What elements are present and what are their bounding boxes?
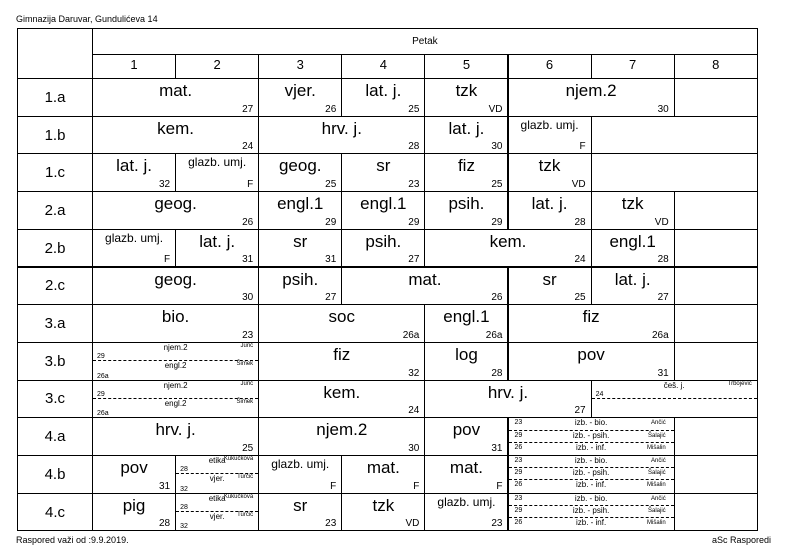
lesson-room: 24 <box>242 141 254 153</box>
lesson-cell[interactable] <box>92 191 259 230</box>
lesson-cell[interactable] <box>341 191 425 230</box>
group-room: 23 <box>514 457 523 464</box>
period-header: 4 <box>341 54 425 79</box>
group-subject: izb. - psih. <box>572 430 610 440</box>
group-teacher: Ančić <box>651 458 666 464</box>
group-third <box>509 456 674 468</box>
group-teacher: Šimek <box>236 361 254 368</box>
class-label: 3.b <box>17 342 93 381</box>
lesson-room: 25 <box>408 103 420 115</box>
lesson-room: 29 <box>325 216 337 228</box>
lesson-room: 25 <box>242 442 254 454</box>
group-subject: izb. - inf. <box>575 518 607 528</box>
class-label: 2.c <box>17 267 93 306</box>
lesson-room: 28 <box>158 518 171 530</box>
lesson-subject: njem.2 <box>316 420 368 440</box>
lesson-cell[interactable] <box>508 191 592 230</box>
lesson-room: 26a <box>485 329 503 341</box>
lesson-cell[interactable] <box>508 78 675 117</box>
group-room: 24 <box>595 390 604 398</box>
group-teacher: Jurić <box>240 342 254 349</box>
lesson-cell[interactable] <box>341 267 508 306</box>
group-room: 23 <box>514 419 523 427</box>
lesson-cell[interactable] <box>424 342 508 381</box>
group-half <box>176 456 258 474</box>
lesson-room: 28 <box>657 254 669 266</box>
lesson-subject: geog. <box>154 269 197 289</box>
group-subject: njem.2 <box>163 342 188 352</box>
lesson-cell[interactable] <box>424 153 508 192</box>
group-half <box>176 512 258 530</box>
lesson-room: 30 <box>242 292 254 304</box>
lesson-cell[interactable] <box>424 191 508 230</box>
lesson-subject: psih. <box>448 194 485 214</box>
group-teacher: Jurić <box>240 380 254 387</box>
lesson-cell[interactable] <box>508 153 592 192</box>
group-room: 32 <box>180 485 188 493</box>
group-room: 28 <box>180 466 188 474</box>
group-third <box>509 506 674 518</box>
lesson-cell[interactable] <box>92 153 176 192</box>
lesson-cell[interactable] <box>258 304 425 343</box>
group-subject: izb. - bio. <box>574 493 608 503</box>
group-room: 29 <box>514 469 523 477</box>
lesson-room: 25 <box>491 179 503 191</box>
lesson-cell[interactable] <box>258 78 342 117</box>
lesson-cell[interactable] <box>92 229 176 268</box>
group-subject: njem.2 <box>163 380 188 390</box>
lesson-cell[interactable] <box>258 417 425 456</box>
lesson-room: 29 <box>408 216 420 228</box>
group-subject: etika <box>208 456 226 465</box>
lesson-cell[interactable] <box>591 267 675 306</box>
lesson-subject: hrv. j. <box>155 420 196 440</box>
lesson-room: 30 <box>491 141 503 153</box>
class-label: 3.c <box>17 380 93 419</box>
group-subject: izb. - bio. <box>574 456 608 465</box>
lesson-cell[interactable] <box>341 229 425 268</box>
group-lesson-cell[interactable] <box>175 493 259 532</box>
lesson-room: F <box>330 480 337 492</box>
lesson-cell[interactable] <box>424 304 508 343</box>
class-label: 2.b <box>17 229 93 268</box>
lesson-subject: lat. j. <box>365 81 402 100</box>
group-room: 26 <box>514 519 523 527</box>
lesson-subject: psih. <box>365 231 402 251</box>
lesson-room: 31 <box>242 254 254 266</box>
group-third <box>509 480 674 492</box>
lesson-subject: kem. <box>157 118 195 138</box>
lesson-room: 28 <box>574 216 586 228</box>
lesson-subject: engl.1 <box>609 231 656 251</box>
group-room: 26 <box>514 443 523 451</box>
group-teacher: Šimek <box>236 398 254 405</box>
lesson-room: VD <box>405 518 420 530</box>
lesson-room: 26 <box>325 103 337 115</box>
lesson-subject: sr <box>293 495 308 515</box>
lesson-room: 23 <box>491 518 503 530</box>
lesson-subject: mat. <box>408 269 442 289</box>
lesson-room: 31 <box>325 254 337 266</box>
group-room: 29 <box>514 431 523 439</box>
lesson-cell[interactable] <box>92 116 259 155</box>
group-room: 26 <box>514 481 523 489</box>
lesson-subject: fiz <box>457 156 475 176</box>
school-name: Gimnazija Daruvar, Gundulićeva 14 <box>16 14 158 24</box>
group-lesson-cell[interactable] <box>508 417 675 456</box>
lesson-cell[interactable] <box>674 417 758 456</box>
lesson-subject: mat. <box>159 81 193 100</box>
lesson-room: 28 <box>408 141 420 153</box>
group-lesson-cell[interactable] <box>92 380 259 419</box>
lesson-room: 31 <box>491 442 503 454</box>
lesson-room: F <box>579 141 586 153</box>
lesson-cell[interactable] <box>424 417 508 456</box>
lesson-cell[interactable] <box>258 455 342 494</box>
period-header: 3 <box>258 54 342 79</box>
group-room: 32 <box>180 523 188 531</box>
group-third <box>509 418 674 430</box>
lesson-room: 27 <box>574 405 586 417</box>
lesson-subject: engl.1 <box>277 194 324 214</box>
lesson-cell[interactable] <box>508 116 592 155</box>
lesson-cell[interactable] <box>341 493 425 532</box>
lesson-room: F <box>163 254 171 266</box>
lesson-room: 23 <box>242 329 254 341</box>
lesson-room: F <box>247 179 254 191</box>
lesson-room: 32 <box>408 367 420 379</box>
lesson-subject: sr <box>293 231 308 251</box>
group-lesson-cell[interactable] <box>508 455 675 494</box>
group-subject: izb. - inf. <box>575 442 607 452</box>
class-label: 4.b <box>17 455 93 494</box>
lesson-subject: tzk <box>621 194 644 214</box>
lesson-room: 31 <box>158 480 171 492</box>
lesson-cell[interactable] <box>258 380 425 419</box>
lesson-cell[interactable] <box>92 304 259 343</box>
lesson-cell[interactable] <box>258 191 342 230</box>
lesson-subject: njem.2 <box>565 81 617 100</box>
group-subject: izb. - psih. <box>572 505 610 515</box>
group-teacher: Mišalin <box>647 520 666 527</box>
group-subject: izb. - inf. <box>575 480 607 490</box>
lesson-cell[interactable] <box>341 153 425 192</box>
group-teacher: Šalajić <box>648 470 666 477</box>
class-label: 1.c <box>17 153 93 192</box>
lesson-room: 26 <box>491 292 503 304</box>
group-lesson-cell[interactable] <box>92 342 259 381</box>
lesson-subject: tzk <box>372 495 395 515</box>
group-teacher: Trbojević <box>727 380 752 387</box>
group-lesson-cell[interactable] <box>508 493 675 532</box>
lesson-subject: psih. <box>282 269 319 289</box>
lesson-cell[interactable] <box>258 153 342 192</box>
timetable-grid <box>17 28 756 530</box>
group-subject: engl.2 <box>164 398 187 408</box>
lesson-room: 27 <box>242 103 254 115</box>
lesson-cell[interactable] <box>674 455 758 494</box>
period-header: 1 <box>92 54 176 79</box>
group-teacher: Ančić <box>651 495 666 502</box>
group-half <box>93 381 258 399</box>
lesson-subject: sr <box>542 269 557 289</box>
group-subject: izb. - psih. <box>572 468 610 478</box>
lesson-cell[interactable] <box>424 380 591 419</box>
group-third <box>509 518 674 530</box>
group-lesson-cell[interactable] <box>591 380 758 419</box>
period-header: 2 <box>175 54 259 79</box>
lesson-subject: mat. <box>366 458 400 477</box>
lesson-cell[interactable] <box>92 493 176 532</box>
lesson-cell[interactable] <box>92 78 259 117</box>
group-subject: izb. - bio. <box>574 418 608 428</box>
lesson-subject: lat. j. <box>199 231 236 251</box>
lesson-subject: geog. <box>154 194 197 214</box>
group-subject: vjer. <box>209 474 225 484</box>
period-header: 8 <box>674 54 758 79</box>
group-half <box>592 381 757 399</box>
lesson-cell[interactable] <box>508 304 675 343</box>
lesson-cell[interactable] <box>674 267 758 306</box>
group-half <box>592 399 757 417</box>
class-label: 1.b <box>17 116 93 155</box>
lesson-subject: lat. j. <box>614 269 651 289</box>
day-title: Petak <box>92 28 758 55</box>
group-teacher: Mišalin <box>647 482 666 489</box>
corner-cell <box>17 28 93 79</box>
lesson-subject: hrv. j. <box>321 118 362 138</box>
group-teacher: Šalajić <box>648 432 666 439</box>
lesson-subject: glazb. umj. <box>271 457 330 471</box>
period-header: 7 <box>591 54 675 79</box>
lesson-subject: glazb. umj. <box>520 117 579 132</box>
group-teacher: Kukučková <box>223 493 254 500</box>
lesson-subject: pov <box>452 420 481 440</box>
lesson-cell[interactable] <box>92 455 176 494</box>
lesson-room: 28 <box>491 367 503 379</box>
lesson-subject: engl.1 <box>443 307 490 327</box>
lesson-cell[interactable] <box>508 342 675 381</box>
lesson-subject: glazb. umj. <box>188 155 247 170</box>
lesson-cell[interactable] <box>258 342 425 381</box>
group-teacher: Šalajić <box>648 507 666 514</box>
lesson-cell[interactable] <box>674 493 758 532</box>
lesson-subject: kem. <box>489 231 527 251</box>
group-room: 26a <box>97 410 109 418</box>
footer-brand: aSc Rasporedi <box>711 535 771 545</box>
lesson-room: 26 <box>242 216 254 228</box>
lesson-room: 26a <box>402 329 420 341</box>
lesson-cell[interactable] <box>258 116 425 155</box>
group-room: 29 <box>514 506 523 514</box>
footer-valid-from: Raspored važi od :9.9.2019. <box>16 535 129 545</box>
group-subject: vjer. <box>209 512 225 522</box>
lesson-cell[interactable] <box>591 191 675 230</box>
lesson-room: 30 <box>408 442 420 454</box>
lesson-room: 29 <box>491 216 503 228</box>
lesson-room: VD <box>654 216 669 228</box>
lesson-cell[interactable] <box>258 229 342 268</box>
lesson-subject: geog. <box>278 156 322 176</box>
group-room: 28 <box>180 504 188 512</box>
class-label: 4.a <box>17 417 93 456</box>
lesson-subject: soc <box>328 307 356 327</box>
lesson-subject: pig <box>122 495 146 515</box>
group-subject: češ. j. <box>663 380 685 390</box>
lesson-subject: lat. j. <box>116 156 152 176</box>
lesson-subject: pov <box>120 458 148 477</box>
lesson-room: F <box>413 480 420 492</box>
lesson-subject: engl.1 <box>360 194 407 214</box>
group-half <box>93 399 258 417</box>
group-subject: engl.2 <box>164 361 187 371</box>
group-room: 29 <box>97 353 105 361</box>
lesson-subject: lat. j. <box>531 194 568 214</box>
lesson-room: 23 <box>325 518 337 530</box>
lesson-cell[interactable] <box>175 153 259 192</box>
lesson-room: VD <box>571 179 586 191</box>
lesson-cell[interactable] <box>424 455 508 494</box>
lesson-cell[interactable] <box>258 493 342 532</box>
group-half <box>176 474 258 492</box>
lesson-cell[interactable] <box>92 417 259 456</box>
group-teacher: Kukučková <box>223 456 254 462</box>
period-header: 5 <box>424 54 508 79</box>
class-label: 2.a <box>17 191 93 230</box>
group-room: 26a <box>97 372 109 380</box>
lesson-cell[interactable] <box>92 267 259 306</box>
lesson-room: 25 <box>325 179 337 191</box>
group-teacher: Turčić <box>237 474 254 481</box>
group-half <box>176 494 258 512</box>
lesson-cell[interactable] <box>591 153 758 192</box>
lesson-subject: lat. j. <box>448 118 485 138</box>
lesson-room: 27 <box>657 292 669 304</box>
lesson-subject: mat. <box>449 458 483 477</box>
lesson-room: 23 <box>408 179 420 191</box>
group-third <box>509 494 674 506</box>
lesson-subject: fiz <box>582 307 600 327</box>
group-third <box>509 468 674 480</box>
lesson-room: 24 <box>574 254 586 266</box>
lesson-cell[interactable] <box>674 304 758 343</box>
lesson-cell[interactable] <box>591 229 675 268</box>
lesson-cell[interactable] <box>591 116 758 155</box>
lesson-cell[interactable] <box>175 229 259 268</box>
group-third <box>509 431 674 443</box>
lesson-subject: kem. <box>323 382 361 402</box>
lesson-subject: vjer. <box>284 81 316 100</box>
lesson-subject: tzk <box>455 81 478 100</box>
lesson-subject: tzk <box>538 156 561 176</box>
group-teacher: Ančić <box>651 420 666 427</box>
lesson-subject: bio. <box>161 307 190 327</box>
lesson-cell[interactable] <box>424 229 591 268</box>
lesson-cell[interactable] <box>341 78 425 117</box>
group-subject: etika <box>208 493 226 503</box>
lesson-room: 27 <box>408 254 420 266</box>
lesson-subject: glazb. umj. <box>105 230 164 245</box>
lesson-subject: log <box>455 344 478 364</box>
lesson-cell[interactable] <box>674 342 758 381</box>
class-label: 4.c <box>17 493 93 532</box>
lesson-subject: glazb. umj. <box>437 494 496 509</box>
lesson-room: 32 <box>158 179 171 191</box>
lesson-cell[interactable] <box>508 267 592 306</box>
lesson-room: VD <box>488 103 503 115</box>
group-teacher: Mišalin <box>647 444 666 451</box>
lesson-room: 31 <box>657 367 669 379</box>
lesson-cell[interactable] <box>674 229 758 268</box>
lesson-cell[interactable] <box>674 191 758 230</box>
period-header: 6 <box>508 54 592 79</box>
lesson-cell[interactable] <box>424 116 508 155</box>
lesson-subject: pov <box>577 344 605 364</box>
lesson-cell[interactable] <box>258 267 342 306</box>
lesson-subject: fiz <box>333 344 351 364</box>
group-lesson-cell[interactable] <box>175 455 259 494</box>
lesson-room: F <box>496 480 503 492</box>
lesson-cell[interactable] <box>341 455 425 494</box>
lesson-subject: sr <box>376 156 391 176</box>
lesson-room: 25 <box>574 292 586 304</box>
lesson-subject: hrv. j. <box>487 382 529 402</box>
group-room: 23 <box>514 494 523 502</box>
group-half <box>93 343 258 361</box>
group-third <box>509 443 674 455</box>
lesson-cell[interactable] <box>674 78 758 117</box>
lesson-room: 30 <box>657 103 669 115</box>
lesson-room: 27 <box>325 292 337 304</box>
class-label: 3.a <box>17 304 93 343</box>
group-half <box>93 361 258 379</box>
lesson-room: 24 <box>408 405 420 417</box>
group-room: 29 <box>97 390 105 398</box>
lesson-cell[interactable] <box>424 78 508 117</box>
lesson-room: 26a <box>652 329 669 341</box>
class-label: 1.a <box>17 78 93 117</box>
lesson-cell[interactable] <box>424 493 508 532</box>
group-teacher: Turčić <box>237 512 254 519</box>
